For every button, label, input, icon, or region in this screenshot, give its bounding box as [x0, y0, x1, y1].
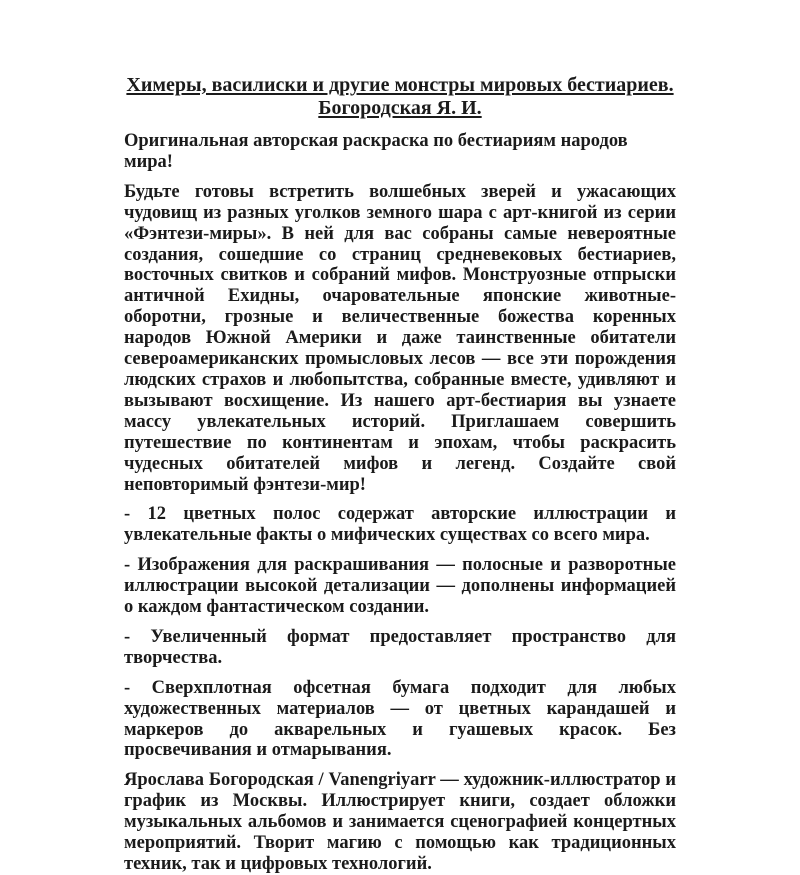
book-title	[124, 74, 676, 97]
book-author	[124, 97, 676, 120]
book-title-text: Химеры, василиски и другие монстры мировых бестиариев.	[126, 74, 674, 96]
feature-item: - Увеличенный формат предоставляет пространство для творчества.	[124, 626, 676, 668]
subtitle: Оригинальная авторская раскраска по бестиариям народов мира!	[124, 131, 628, 172]
book-author-text: Богородская Я. И.	[318, 97, 482, 119]
document-content	[124, 0, 676, 875]
author-bio: Ярослава Богородская / Vanengriyarr — художник-иллюстратор и график из Москвы. Иллюстрирует книги, создает обложки музыкальных альбомов и занимается сценографией концертных мероприятий. Творит магию с помощью как традиционных техник, так и цифровых технологий.	[124, 770, 676, 874]
feature-item: - Изображения для раскрашивания — полосные и разворотные иллюстрации высокой детализации — дополнены информацией о каждом фантастическом создании.	[124, 555, 676, 618]
description-paragraph: Будьте готовы встретить волшебных зверей и ужасающих чудовищ из разных уголков земного шара с арт-книгой из серии «Фэнтези-миры». В ней для вас собраны самые невероятные создания, сошедшие со страниц средневековых бестиариев, восточных свитков и собраний мифов. Монструозные отпрыски античной Ехидны, очаровательные японские животные-оборотни, грозные и величественные божества коренных народов Южной Америки и даже таинственные обитатели североамериканских промысловых лесов — все эти порождения людских страхов и любопытства, собранные вместе, удивляют и вызывают восхищение. Из нашего арт-бестиария вы узнаете массу увлекательных историй. Приглашаем совершить путешествие по континентам и эпохам, чтобы раскрасить чудесных обитателей мифов и легенд. Создайте свой неповторимый фэнтези-мир!	[124, 181, 676, 495]
title-block	[124, 74, 676, 120]
feature-item: - Сверхплотная офсетная бумага подходит для любых художественных материалов — от цветных карандашей и маркеров до акварельных и гуашевых красок. Без просвечивания и отмарывания.	[124, 677, 676, 761]
feature-item: - 12 цветных полос содержат авторские иллюстрации и увлекательные факты о мифических существах со всего мира.	[124, 504, 676, 546]
